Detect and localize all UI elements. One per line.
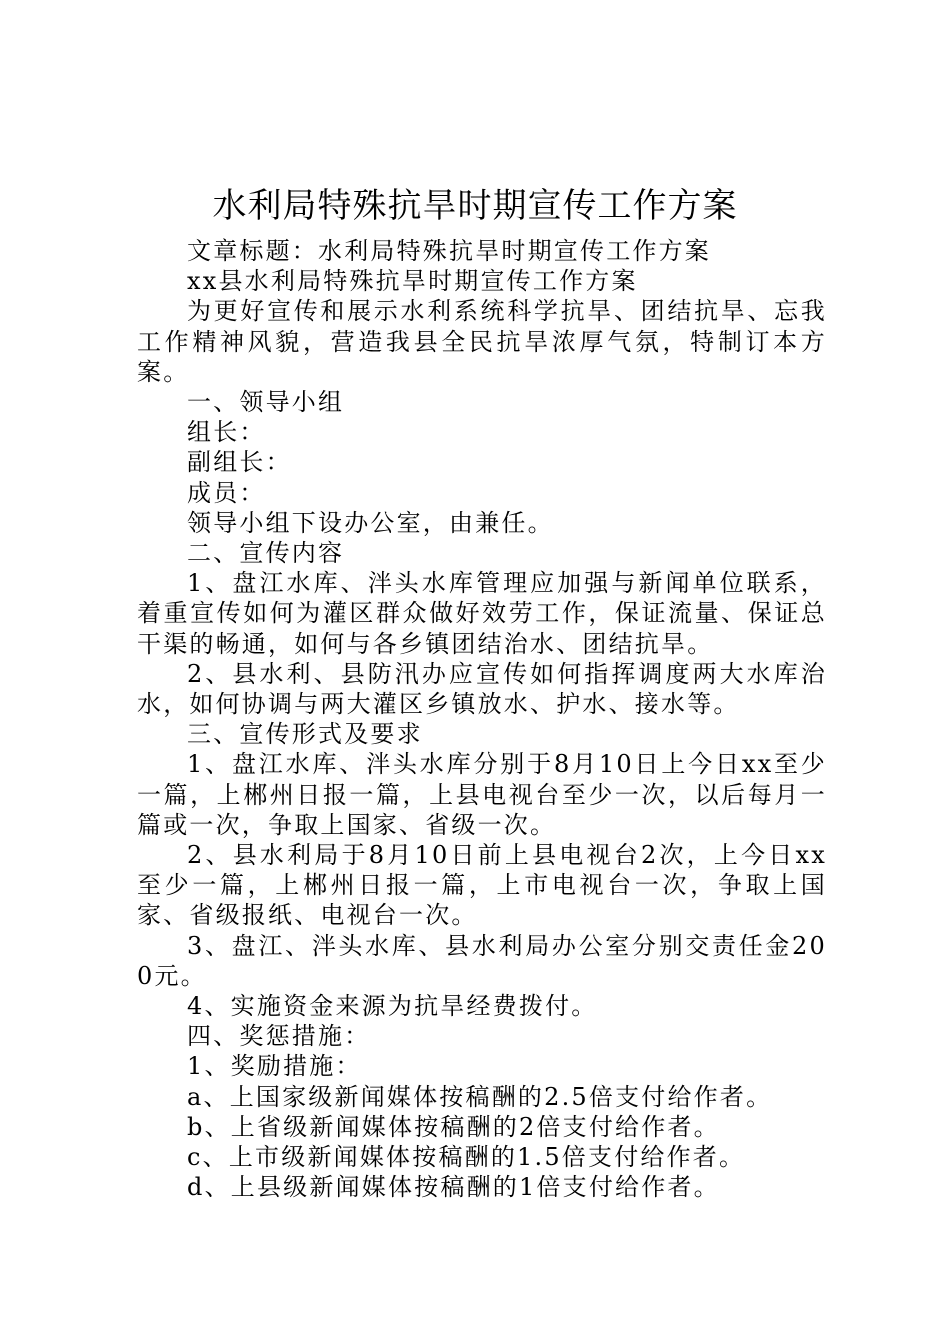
paragraph-forms-1: 1、盘江水库、泮头水库分别于8月10日上今日xx至少一篇，上郴州日报一篇，上县电视台至少一次，以后每月一篇或一次，争取上国家、省级一次。 bbox=[137, 750, 827, 839]
paragraph-leader: 组长： bbox=[187, 418, 266, 447]
paragraph-office: 领导小组下设办公室，由兼任。 bbox=[187, 508, 554, 537]
paragraph-content-2: 2、县水利、县防汛办应宣传如何指挥调度两大水库治水，如何协调与两大灌区乡镇放水、护水、接水等。 bbox=[137, 659, 827, 719]
paragraph-deputy-leader: 副组长： bbox=[187, 448, 292, 477]
paragraph-reward-c: c、上市级新闻媒体按稿酬的1.5倍支付给作者。 bbox=[187, 1143, 746, 1172]
paragraph-content-1: 1、盘江水库、泮头水库管理应加强与新闻单位联系，着重宣传如何为灌区群众做好效劳工作，保证流量、保证总干渠的畅通，如何与各乡镇团结治水、团结抗旱。 bbox=[137, 569, 827, 658]
section-heading-content: 二、宣传内容 bbox=[187, 539, 345, 568]
document-body bbox=[137, 236, 827, 1203]
paragraph-article-title: 文章标题：水利局特殊抗旱时期宣传工作方案 bbox=[187, 237, 711, 265]
paragraph-forms-2: 2、县水利局于8月10日前上县电视台2次，上今日xx至少一篇，上郴州日报一篇，上市电视台一次，争取上国家、省级报纸、电视台一次。 bbox=[137, 841, 827, 930]
paragraph-reward-a: a、上国家级新闻媒体按稿酬的2.5倍支付给作者。 bbox=[187, 1082, 773, 1111]
section-heading-rewards: 四、奖惩措施： bbox=[187, 1022, 371, 1051]
section-heading-forms: 三、宣传形式及要求 bbox=[187, 720, 423, 749]
document-title: 水利局特殊抗旱时期宣传工作方案 bbox=[212, 186, 738, 226]
paragraph-rewards-1: 1、奖励措施： bbox=[187, 1052, 362, 1081]
paragraph-reward-d: d、上县级新闻媒体按稿酬的1倍支付给作者。 bbox=[187, 1173, 720, 1202]
paragraph-forms-4: 4、实施资金来源为抗旱经费拨付。 bbox=[187, 992, 598, 1021]
paragraph-forms-3: 3、盘江、泮头水库、县水利局办公室分别交责任金200元。 bbox=[137, 931, 827, 990]
paragraph-reward-b: b、上省级新闻媒体按稿酬的2倍支付给作者。 bbox=[187, 1112, 720, 1141]
section-heading-leadership: 一、领导小组 bbox=[187, 388, 345, 417]
paragraph-subtitle: xx县水利局特殊抗旱时期宣传工作方案 bbox=[187, 267, 638, 296]
paragraph-members: 成员： bbox=[187, 478, 266, 507]
paragraph-intro: 为更好宣传和展示水利系统科学抗旱、团结抗旱、忘我工作精神风貌，营造我县全民抗旱浓厚气氛，特制订本方案。 bbox=[137, 297, 827, 386]
